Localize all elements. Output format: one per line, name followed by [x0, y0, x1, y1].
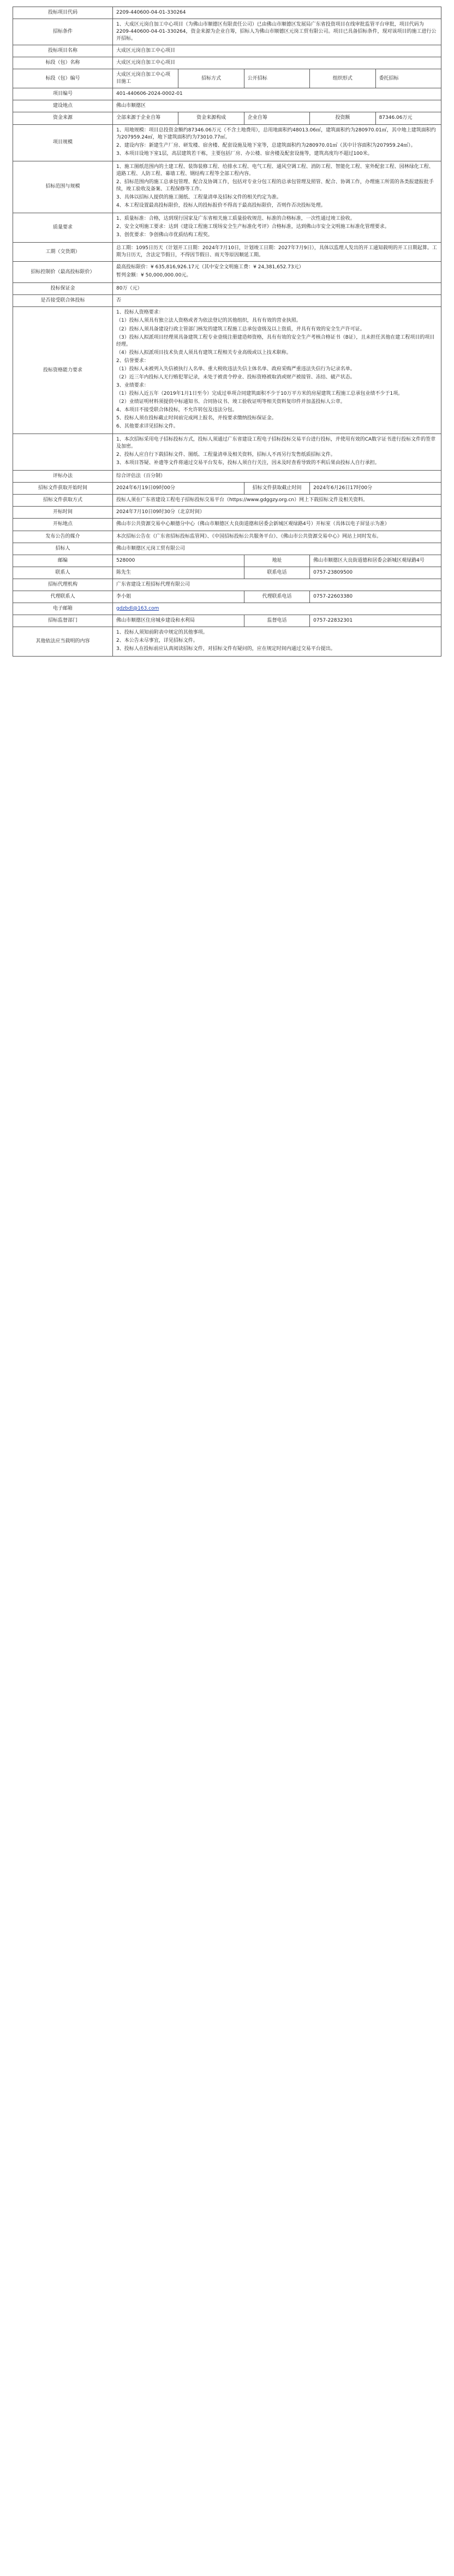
open-place-label: 开标地点 — [13, 519, 113, 531]
qualification-value — [113, 307, 441, 434]
notice-page — [0, 0, 454, 663]
row-code — [13, 7, 441, 19]
qualification-paragraph: （1）投标人须具有独立法人资格或者为依法登记的其他组织，具有有效的营业执照。 — [116, 318, 301, 324]
review-method-value: 综合评估法（百分制） — [113, 471, 441, 483]
row-deposit — [13, 283, 441, 295]
row-scale — [13, 124, 441, 161]
other-notes-paragraph: 3、本项目答疑、补遗等文件将通过交易平台发布，投标人须自行关注，因未及时查看导致的不利后果由投标人自行承担。 — [116, 460, 380, 466]
quality-paragraph: 1、质量标准：合格，达到现行国家及广东省相关施工质量验收规范、标准的合格标准，一次性通过竣工验收。 — [116, 215, 355, 221]
agency-label: 招标代理机构 — [13, 579, 113, 591]
address-contact-label: 地址 — [244, 555, 309, 567]
price-line: 暂列金额：¥ 50,000,000.00元。 — [116, 273, 192, 279]
other-notes-paragraph: 2、投标人应自行下载招标文件、图纸、工程量清单及相关资料，招标人不再另行发售纸质招标文件。 — [116, 452, 336, 458]
row-qualification — [13, 307, 441, 434]
row-obtain — [13, 495, 441, 507]
row-section-name — [13, 57, 441, 69]
qualification-paragraph: （2）投标人须具备建设行政主管部门核发的建筑工程施工总承包壹级及以上资质，并具有有效的安全生产许可证。 — [116, 326, 365, 332]
funding-structure-label: 资金来源构成 — [178, 112, 244, 124]
joint-label: 是否接受联合体投标 — [13, 295, 113, 307]
qualification-paragraph: （4）投标人拟派项目技术负责人须具有建筑工程相关专业高级或以上技术职称。 — [116, 350, 291, 356]
code-label: 投标项目代码 — [13, 7, 113, 19]
agency-value: 广东省建设工程招标代理有限公司 — [113, 579, 441, 591]
row-conditions — [13, 19, 441, 45]
email-link[interactable]: gdzbdl@163.com — [116, 605, 159, 611]
remarks-label: 其他依法应当载明的内容 — [13, 627, 113, 656]
price-label: 招标控制价（最高投标限价） — [13, 262, 113, 283]
postcode-label: 邮编 — [13, 555, 113, 567]
quality-paragraph: 2、安全文明施工要求：达到《建设工程施工现场安全生产标准化考评》合格标准，达到佛山市安全文明施工标准化管理要求。 — [116, 224, 390, 230]
row-remarks — [13, 627, 441, 656]
joint-value: 否 — [113, 295, 441, 307]
funding-structure-value: 企业自筹 — [244, 112, 309, 124]
row-funding — [13, 112, 441, 124]
row-publish — [13, 483, 441, 495]
row-section-code — [13, 69, 441, 88]
postcode-value: 528000 — [113, 555, 244, 567]
quality-label: 质量要求 — [13, 213, 113, 242]
org-form-label: 组织形式 — [310, 69, 375, 88]
supervision-phone-label: 监督电话 — [244, 615, 309, 627]
bid-method-value: 公开招标 — [244, 69, 309, 88]
email-label: 电子邮箱 — [13, 603, 113, 615]
project-code-label: 项目编号 — [13, 88, 113, 100]
row-supervision — [13, 615, 441, 627]
row-quality — [13, 213, 441, 242]
scope-paragraph: 1、施工图纸范围内的土建工程、装饰装修工程、给排水工程、电气工程、通风空调工程、消防工程、智能化工程、室外配套工程、园林绿化工程、道路工程、人防工程、幕墙工程、钢结构工程等全部工程内容。 — [116, 164, 434, 177]
section-code-value: 大成区元岗自加工中心项目施工 — [113, 69, 178, 88]
remarks-paragraph: 3、投标人在投标前应认真阅读招标文件，对招标文件有疑问的，应在规定时间内通过交易平台提出。 — [116, 646, 336, 652]
contact-phone-label: 联系电话 — [244, 567, 309, 579]
investment-value: 87346.06万元 — [375, 112, 441, 124]
other-notes-value — [113, 434, 441, 471]
qualification-paragraph: 4、本项目不接受联合体投标，不允许转包及违法分包。 — [116, 407, 237, 413]
row-open-place — [13, 519, 441, 531]
address-contact-value: 佛山市顺德区大良街道德和居委会新城区观绿路4号 — [310, 555, 441, 567]
tenderer-label: 招标人 — [13, 543, 113, 555]
publish-end-value: 2024年6月26日17时00分 — [310, 483, 441, 495]
remarks-value — [113, 627, 441, 656]
row-media — [13, 531, 441, 543]
deposit-value: 80万（元） — [113, 283, 441, 295]
open-time-value: 2024年7月10日09时30分（北京时间） — [113, 507, 441, 519]
other-notes-label — [13, 434, 113, 471]
funding-label: 资金来源 — [13, 112, 113, 124]
qualification-paragraph: 6、其他要求详见招标文件。 — [116, 424, 178, 430]
agency-phone-label: 代理联系电话 — [244, 591, 309, 603]
scope-label: 招标范围与规模 — [13, 161, 113, 213]
conditions-label: 招标条件 — [13, 19, 113, 45]
row-open-time — [13, 507, 441, 519]
row-project-code — [13, 88, 441, 100]
qualification-paragraph: 5、投标人须在投标截止时间前完成网上报名，并按要求缴纳投标保证金。 — [116, 416, 277, 422]
name-label: 投标项目名称 — [13, 45, 113, 57]
agency-contact-value: 李小姐 — [113, 591, 244, 603]
contact-person-value: 陈先生 — [113, 567, 244, 579]
section-name-value: 大成区元岗自加工中心项目 — [113, 57, 441, 69]
conditions-value: 1、大成区元岗自加工中心项目（为佛山市顺德区有限责任公司）已由佛山市顺德区发展局广东省投资项目在线审批监管平台审批，项目代码为2209-440600-04-01-330264，资金来源为企业自筹，招标人为佛山市顺德区元岗工贸有限公司。项目已具备招标条件，现对该项目的施工进行公开招标。 — [113, 19, 441, 45]
media-label: 发布公告的媒介 — [13, 531, 113, 543]
publish-start-value: 2024年6月19日09时00分 — [113, 483, 244, 495]
section-name-label: 标段（包）名称 — [13, 57, 113, 69]
org-form-value: 委托招标 — [375, 69, 441, 88]
other-notes-paragraph: 1、本次招标采用电子招标投标方式，投标人须通过广东省建设工程电子招标投标交易平台进行投标，并使用有效的CA数字证书进行投标文件的签章及加密。 — [116, 437, 436, 450]
qualification-paragraph: （1）投标人近五年（2019年1月1日至今）完成过单项合同建筑面积不少于10万平方米的房屋建筑工程施工总承包业绩不少于1项。 — [116, 390, 403, 396]
row-address — [13, 100, 441, 112]
scale-paragraph: 1、用地规模：项目总投资金额约87346.06万元（不含土地费用），总用地面积约48013.06㎡，建筑面积约为280970.01㎡，其中地上建筑面积约为207959.24㎡，地下建筑面积约为73010.77㎡。 — [116, 127, 436, 140]
qualification-paragraph: （2）业绩证明材料须提供中标通知书、合同协议书、竣工验收证明等相关资料复印件并加盖投标人公章。 — [116, 399, 345, 405]
scale-label: 项目规模 — [13, 124, 113, 161]
row-other-notes — [13, 434, 441, 471]
project-code-value: 401-440606-2024-0002-01 — [113, 88, 441, 100]
remarks-paragraph: 2、本公告未尽事宜，详见招标文件。 — [116, 637, 198, 643]
scope-paragraph: 2、招标范围内的施工总承包管理、配合及协调工作，包括对专业分包工程的总承包管理及照管、配合、协调工作，办理施工所需的各类报建报批手续，竣工验收及备案、工程保修等工作。 — [116, 179, 434, 192]
qualification-paragraph: （1）投标人未被列入失信被执行人名单、重大税收违法失信主体名单、政府采购严重违法失信行为记录名单。 — [116, 366, 355, 372]
row-review-method — [13, 471, 441, 483]
qualification-paragraph: 1、投标人资格要求： — [116, 310, 164, 316]
email-value — [113, 603, 441, 615]
scope-paragraph: 3、具体以招标人提供的施工图纸、工程量清单及招标文件的相关约定为准。 — [116, 194, 282, 200]
scope-value — [113, 161, 441, 213]
open-place-value: 佛山市公共资源交易中心顺德分中心（佛山市顺德区大良街道德和居委会新城区观绿路4号）开标室（具体以电子屏显示为准） — [113, 519, 441, 531]
scale-paragraph: 3、本项目设地下室1层，高层建筑若干栋，主要包括厂房、办公楼、宿舍楼及配套设施等，建筑高度均不超过100米。 — [116, 151, 373, 157]
scope-paragraph: 4、本工程设置最高投标限价，投标人的投标报价不得高于最高投标限价，否则作否决投标处理。 — [116, 202, 326, 208]
qualification-paragraph: （2）近三年内投标人无行贿犯罪记录，未处于被责令停业、投标资格被取消或财产被接管、冻结、破产状态。 — [116, 374, 355, 380]
scale-value — [113, 124, 441, 161]
contact-phone-value: 0757-23809500 — [310, 567, 441, 579]
qualification-paragraph: 2、信誉要求： — [116, 358, 149, 364]
qualification-label: 投标资格能力要求 — [13, 307, 113, 434]
duration-label: 工期（交货期） — [13, 243, 113, 262]
duration-value: 总工期：1095日历天（计划开工日期：2024年7月10日，计划竣工日期：2027年7月9日），具体以监理人发出的开工通知载明的开工日期起算。工期为日历天，含法定节假日，不得因节假日、雨天等原因顺延工期。 — [113, 243, 441, 262]
price-value — [113, 262, 441, 283]
qualification-paragraph: 3、业绩要求： — [116, 382, 149, 388]
tender-notice-table — [13, 7, 441, 657]
media-value: 本次招标公告在《广东省招标投标监管网》、《中国招标投标公共服务平台》、《佛山市公共资源交易中心》网站上同时发布。 — [113, 531, 441, 543]
review-method-label: 评标办法 — [13, 471, 113, 483]
quality-value — [113, 213, 441, 242]
obtain-value: 投标人须在广东省建设工程电子招标投标交易平台（https://www.gdggzy.org.cn）网上下载招标文件及相关资料。 — [113, 495, 441, 507]
scale-paragraph: 2、建设内容：新建生产厂房、研发楼、宿舍楼、配套设施及地下室等，总建筑面积约为280970.01㎡（其中计容面积为207959.24㎡）。 — [116, 142, 416, 148]
supervision-phone-value: 0757-22832301 — [310, 615, 441, 627]
row-scope — [13, 161, 441, 213]
open-time-label: 开标时间 — [13, 507, 113, 519]
row-price — [13, 262, 441, 283]
agency-contact-label: 代理联系人 — [13, 591, 113, 603]
row-name — [13, 45, 441, 57]
address-label: 建设地点 — [13, 100, 113, 112]
publish-start-label: 招标文件获取开始时间 — [13, 483, 113, 495]
price-line: 最高投标限价：¥ 635,816,926.17元（其中安全文明施工费：¥ 24,381,652.73元） — [116, 264, 304, 270]
row-duration — [13, 243, 441, 262]
qualification-paragraph: （3）投标人拟派项目经理须具备建筑工程专业壹级注册建造师资格，具有有效的安全生产考核合格证书（B证），且未担任其他在建工程项目的项目经理。 — [116, 334, 435, 347]
publish-end-label: 招标文件获取截止时间 — [244, 483, 309, 495]
row-joint — [13, 295, 441, 307]
row-email — [13, 603, 441, 615]
row-tenderer — [13, 543, 441, 555]
row-contact — [13, 567, 441, 579]
funding-value: 全部来源于企业自筹 — [113, 112, 178, 124]
name-value: 大成区元岗自加工中心项目 — [113, 45, 441, 57]
bid-method-label: 招标方式 — [178, 69, 244, 88]
section-code-label: 标段（包）编号 — [13, 69, 113, 88]
obtain-label: 招标文件获取方式 — [13, 495, 113, 507]
investment-label: 投资额 — [310, 112, 375, 124]
supervision-value: 佛山市顺德区住房城乡建设和水利局 — [113, 615, 244, 627]
quality-paragraph: 3、创优要求：争创佛山市优质结构工程奖。 — [116, 232, 213, 238]
supervision-label: 招标监督部门 — [13, 615, 113, 627]
contact-person-label: 联系人 — [13, 567, 113, 579]
code-value: 2209-440600-04-01-330264 — [113, 7, 441, 19]
agency-phone-value: 0757-22603380 — [310, 591, 441, 603]
row-agency-contact — [13, 591, 441, 603]
row-agency — [13, 579, 441, 591]
tenderer-value: 佛山市顺德区元岗工贸有限公司 — [113, 543, 441, 555]
remarks-paragraph: 1、投标人须知前附表中规定的其他事项。 — [116, 629, 208, 635]
address-value: 佛山市顺德区 — [113, 100, 441, 112]
row-postcode — [13, 555, 441, 567]
deposit-label: 投标保证金 — [13, 283, 113, 295]
